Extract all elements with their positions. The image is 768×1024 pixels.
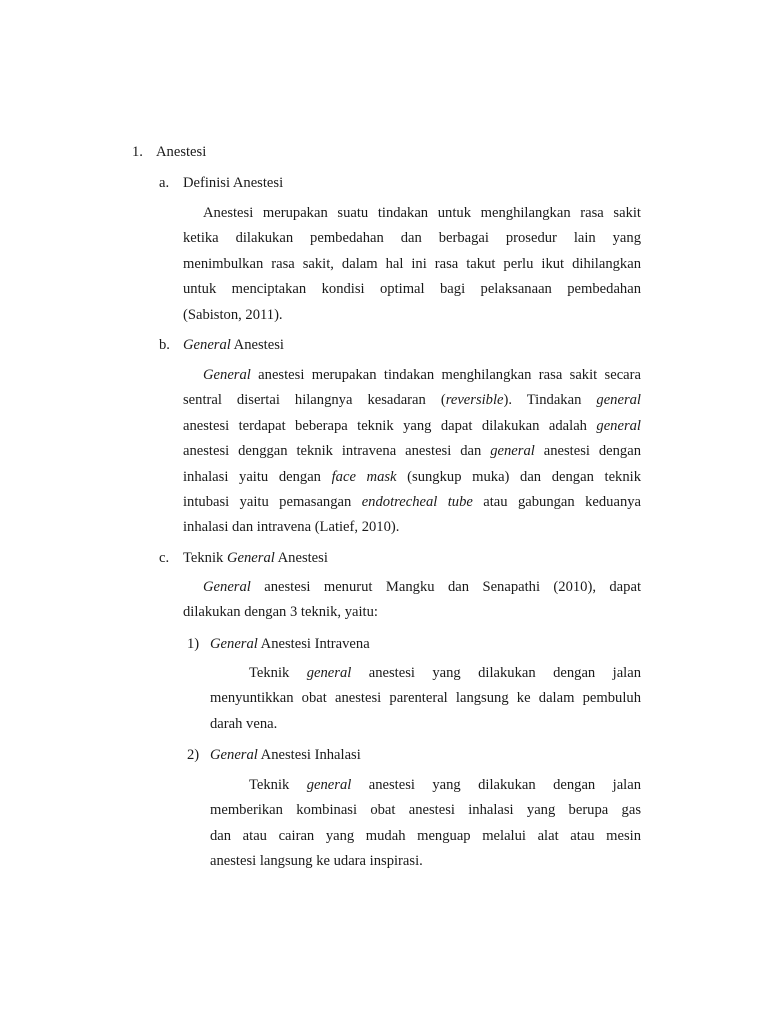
- title-text: Teknik: [183, 550, 227, 566]
- item-2-label: 2): [187, 747, 200, 763]
- text-run: Teknik: [249, 665, 307, 681]
- item-2-title: [210, 746, 361, 764]
- italic-term: general: [490, 443, 535, 460]
- paragraph-line: menyuntikkan obat anestesi parenteral langsung ke dalam pembuluh: [210, 690, 641, 707]
- paragraph-line: anestesi langsung ke udara inspirasi.: [210, 853, 423, 870]
- text-run: anestesi menurut Mangku dan Senapathi (2010), dapat: [250, 579, 641, 595]
- paragraph-line: dan atau cairan yang mudah menguap melalui alat atau mesin: [210, 827, 641, 844]
- italic-term: endotrecheal tube: [361, 493, 473, 510]
- text-run: anestesi denggan teknik intravena anestesi dan: [183, 443, 491, 460]
- text-run: inhalasi yaitu dengan: [183, 468, 332, 485]
- subsection-b-title: [183, 336, 284, 354]
- text-run: ). Tindakan: [503, 392, 597, 409]
- italic-term: face mask: [331, 468, 397, 485]
- item-1-paragraph: [210, 661, 641, 737]
- text-run: (sungkup muka) dan dengan teknik: [396, 468, 641, 485]
- section-title: Anestesi: [156, 144, 207, 160]
- paragraph-line: [210, 661, 641, 686]
- item-2-paragraph: [210, 773, 641, 875]
- subsection-b-paragraph: [183, 363, 641, 541]
- paragraph-line: memberikan kombinasi obat anestesi inhalasi yang berupa gas: [210, 802, 641, 819]
- paragraph-line: Anestesi merupakan suatu tindakan untuk menghilangkan rasa sakit: [203, 205, 641, 221]
- paragraph-line: [183, 439, 641, 464]
- subsection-c-title: [183, 549, 328, 567]
- paragraph-line: [183, 465, 641, 490]
- text-run: anestesi dengan: [534, 443, 641, 460]
- text-run: Teknik: [249, 777, 307, 793]
- text-run: anestesi merupakan tindakan menghilangkan rasa sakit secara: [250, 367, 641, 383]
- title-italic: General: [183, 337, 231, 353]
- item-1-label: 1): [187, 636, 200, 652]
- title-text: Anestesi Intravena: [257, 636, 370, 652]
- paragraph-line: [183, 363, 641, 388]
- paragraph-line: inhalasi dan intravena (Latief, 2010).: [183, 519, 400, 536]
- item-1-title: [210, 635, 370, 653]
- subsection-b-label: b.: [159, 337, 170, 353]
- subsection-a-label: a.: [159, 175, 170, 191]
- subsection-c-label: c.: [159, 550, 170, 566]
- italic-term: General: [203, 367, 251, 383]
- section-number: 1.: [132, 144, 143, 160]
- paragraph-line: (Sabiston, 2011).: [183, 306, 283, 323]
- text-run: intubasi yaitu pemasangan: [183, 493, 362, 510]
- title-rest: Anestesi: [230, 337, 284, 353]
- text-run: anestesi terdapat beberapa teknik yang dapat dilakukan adalah: [183, 417, 597, 434]
- title-italic: General: [210, 636, 258, 652]
- italic-term: General: [203, 579, 251, 595]
- italic-term: reversible: [445, 392, 504, 409]
- text-run: anestesi yang dilakukan dengan jalan: [351, 665, 642, 681]
- italic-term: general: [596, 392, 641, 409]
- italic-term: general: [306, 777, 352, 793]
- paragraph-line: ketika dilakukan pembedahan dan berbagai prosedur lain yang: [183, 230, 641, 247]
- title-italic: General: [210, 747, 258, 763]
- subsection-c-paragraph: [183, 575, 641, 626]
- subsection-a-paragraph: [183, 201, 641, 328]
- text-run: anestesi yang dilakukan dengan jalan: [351, 777, 642, 793]
- title-text: Anestesi Inhalasi: [257, 747, 361, 763]
- paragraph-line: [183, 575, 641, 600]
- paragraph-line: darah vena.: [210, 715, 278, 732]
- paragraph-line: menimbulkan rasa sakit, dalam hal ini rasa takut perlu ikut dihilangkan: [183, 255, 641, 272]
- italic-term: general: [596, 417, 641, 434]
- text-run: sentral disertai hilangnya kesadaran (: [183, 392, 446, 409]
- paragraph-line: [183, 388, 641, 413]
- text-run: atau gabungan keduanya: [472, 493, 642, 510]
- title-text: Anestesi: [274, 550, 328, 566]
- paragraph-line: [183, 490, 641, 515]
- italic-term: general: [306, 665, 352, 681]
- paragraph-line: [183, 414, 641, 439]
- paragraph-line: untuk menciptakan kondisi optimal bagi pelaksanaan pembedahan: [183, 281, 641, 298]
- paragraph-line: dilakukan dengan 3 teknik, yaitu:: [183, 604, 378, 621]
- title-italic: General: [226, 550, 275, 566]
- section-heading: [132, 143, 143, 161]
- subsection-a-title: Definisi Anestesi: [183, 175, 284, 191]
- paragraph-line: [210, 773, 641, 798]
